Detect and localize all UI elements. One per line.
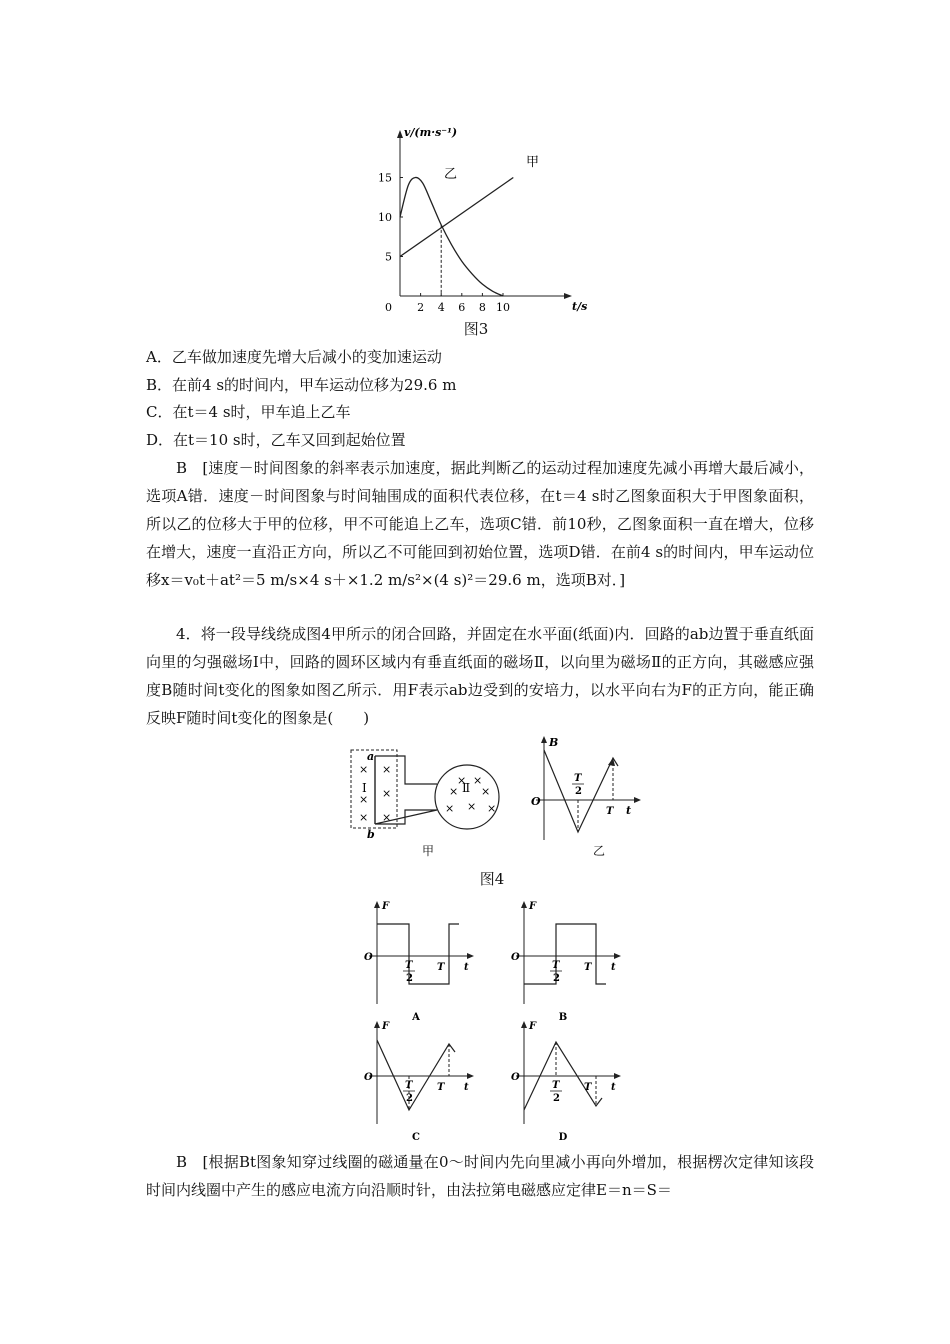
option-half-t-num: T (405, 1080, 413, 1091)
q3-answer-explanation (146, 454, 814, 594)
option-axis-t: t (611, 1082, 616, 1093)
figure4-label-yi: 乙 (592, 844, 605, 858)
fig3-xtick-label: 6 (458, 301, 466, 312)
fig3-ytick-label: 15 (378, 171, 392, 185)
option-graph-c (355, 1016, 485, 1144)
fig3-ytick-label: 10 (378, 211, 392, 224)
option-half-t-num: T (405, 960, 413, 971)
field-cross-mark: × (449, 785, 459, 798)
field-cross-mark: × (382, 763, 392, 776)
fig3-xtick-label: 2 (417, 301, 425, 312)
fig3-series-jia-line (400, 178, 513, 257)
option-axis-t: t (464, 1082, 469, 1093)
option-half-t-den: 2 (553, 973, 560, 984)
option-origin: O (364, 1072, 373, 1083)
field-cross-mark: × (487, 802, 497, 815)
field-cross-mark: × (359, 811, 369, 824)
figure3-caption: 图3 (463, 320, 489, 338)
option-origin: O (364, 952, 373, 963)
figure3-label-yi: 乙 (444, 167, 458, 182)
fig3-xtick-label: 8 (478, 301, 486, 312)
option-graph-d (502, 1016, 632, 1144)
option-graph-b (502, 896, 632, 1024)
field-cross-mark: × (382, 787, 392, 800)
option-half-t-den: 2 (406, 1093, 413, 1104)
option-axis-f: F (529, 901, 537, 912)
fig3-xtick-label: 4 (437, 301, 445, 312)
option-axis-f: F (382, 1021, 390, 1032)
field-cross-mark: × (359, 793, 369, 806)
q3-option-d: D．在t＝10 s时，乙车又回到起始位置 (146, 431, 406, 449)
option-graph-a (355, 896, 485, 1024)
option-half-t-den: 2 (553, 1093, 560, 1104)
q3-option-a: A．乙车做加速度先增大后减小的变加速运动 (146, 348, 442, 366)
figure3-label-jia: 甲 (526, 155, 540, 170)
field-cross-mark: × (457, 774, 467, 787)
q4-answer-explanation (146, 1148, 814, 1204)
field-cross-mark: × (481, 785, 491, 798)
option-curve (377, 924, 459, 984)
label-a: a (367, 750, 375, 763)
q3-answer-text: B [速度－时间图象的斜率表示加速度，据此判断乙的运动过程加速度先减小再增大最后减小，选项A错．速度－时间图象与时间轴围成的面积代表位移，在t＝4 s时乙图象面积大于甲图象面积，所以乙的位移大于甲的位移，甲不可能追上乙车，选项C错．前10秒，乙图象面积一直在增大，位移在增大，速度一直沿正方向，所以乙不可能回到初始位置，选项D错．在前4 s的时间内，甲车运动位移x＝v₀t＋at²＝5 m/s×4 s＋×1.2 m/s²×(4 s)²＝29.6 m，选项B对．] (146, 459, 814, 589)
fig3-xtick-label: 0 (385, 301, 392, 312)
option-letter: D (558, 1132, 568, 1143)
bt-origin: O (531, 795, 541, 808)
field-cross-mark: × (359, 763, 369, 776)
field-cross-mark: × (445, 802, 455, 815)
q4-answer-text: B [根据Bt图象知穿过线圈的磁通量在0～时间内先向里减小再向外增加，根据楞次定律知该段时间内线圈中产生的感应电流方向沿顺时针，由法拉第电磁感应定律E＝n＝S＝ (146, 1153, 814, 1199)
option-letter: B (558, 1012, 568, 1023)
figure3-ylabel: v/(m·s⁻¹) (404, 126, 458, 139)
option-letter: C (412, 1132, 420, 1143)
fig3-ytick-label: 5 (385, 250, 392, 264)
option-letter: A (412, 1012, 420, 1023)
q3-option-c: C．在t＝4 s时，甲车追上乙车 (146, 403, 351, 421)
bt-axis-t: t (626, 804, 632, 817)
bt-axis-b: B (549, 736, 559, 749)
label-b: b (367, 828, 375, 841)
field-cross-mark: × (473, 774, 483, 787)
figure3-chart (360, 120, 600, 312)
option-axis-f: F (382, 901, 390, 912)
field-cross-mark: × (467, 800, 477, 813)
option-half-t-num: T (552, 960, 560, 971)
bt-half-t-den: 2 (575, 786, 582, 797)
q4-stem (146, 620, 814, 732)
figure3-xlabel: t/s (572, 300, 588, 312)
figure4-bt-graph (522, 732, 642, 842)
field-cross-mark: × (382, 811, 392, 824)
bt-half-t-num: T (574, 773, 582, 784)
option-axis-t: t (464, 962, 469, 973)
fig3-xtick-label: 10 (496, 301, 510, 312)
option-axis-t: t (611, 962, 616, 973)
option-origin: O (511, 1072, 520, 1083)
option-origin: O (511, 952, 520, 963)
option-t-label: T (437, 962, 445, 973)
q3-option-b: B．在前4 s的时间内，甲车运动位移为29.6 m (146, 376, 457, 394)
option-curve (524, 924, 606, 984)
label-region2: Ⅱ (462, 781, 471, 795)
option-curve (377, 1040, 455, 1110)
option-half-t-num: T (552, 1080, 560, 1091)
option-axis-f: F (529, 1021, 537, 1032)
figure4-label-jia: 甲 (421, 844, 434, 858)
option-half-t-den: 2 (406, 973, 413, 984)
option-t-label: T (437, 1082, 445, 1093)
q4-stem-text: 4．将一段导线绕成图4甲所示的闭合回路，并固定在水平面(纸面)内．回路的ab边置于垂直纸面向里的匀强磁场Ⅰ中，回路的圆环区域内有垂直纸面的磁场Ⅱ，以向里为磁场Ⅱ的正方向，其磁感应强度B随时间t变化的图象如图乙所示．用F表示ab边受到的安培力，以水平向右为F的正方向，能正确反映F随时间t变化的图象是( ) (146, 625, 814, 727)
bt-t-label: T (606, 806, 614, 817)
label-region1: Ⅰ (362, 781, 367, 795)
option-t-label: T (584, 962, 592, 973)
figure4-caption: 图4 (479, 870, 505, 888)
option-t-label: T (584, 1082, 592, 1093)
